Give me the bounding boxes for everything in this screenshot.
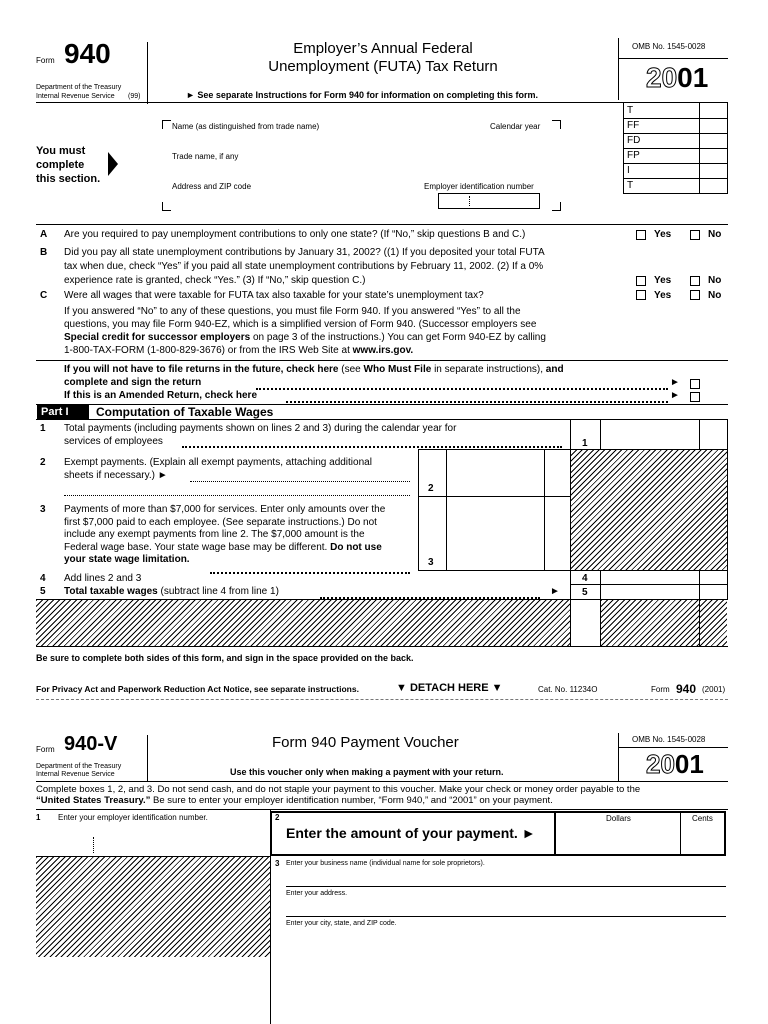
q-b-no-checkbox[interactable] (690, 276, 700, 286)
part1-title: Computation of Taxable Wages (96, 405, 274, 419)
voucher-form-number: 940-V (64, 733, 118, 755)
q-a-no-label: No (708, 229, 722, 240)
note-line4 (64, 344, 626, 357)
line3-text4a: Federal wage base. Your state wage base may be different. (64, 541, 331, 553)
line1-text2: services of employees (64, 436, 163, 447)
line3-text2: first $7,000 paid to each employee. (See separate instructions.) Do not (64, 516, 377, 528)
q-b-line1: Did you pay all state unemployment contributions by January 31, 2002? ((1) If you deposited your total FUTA (64, 247, 545, 258)
line5-num: 5 (40, 586, 46, 597)
future-text-e: and (545, 364, 564, 375)
voucher-instr-line2 (36, 795, 728, 806)
line4-box-num: 4 (582, 573, 588, 584)
side-code: T (627, 105, 634, 116)
line3-text4b: Do not use (330, 541, 382, 553)
voucher-dept1: Department of the Treasury (36, 763, 122, 770)
city-state-zip-input[interactable] (286, 930, 726, 956)
title-line2: Unemployment (FUTA) Tax Return (268, 58, 498, 75)
q-c-yes-label: Yes (654, 290, 672, 301)
line4-num: 4 (40, 573, 46, 584)
q-b-yes-label: Yes (654, 275, 672, 286)
footer-form-year: (2001) (702, 685, 726, 694)
amended-line: If this is an Amended Return, check here (64, 390, 258, 401)
q-a-letter: A (40, 229, 48, 240)
future-line1 (64, 364, 564, 375)
q-c-text: Were all wages that were taxable for FUTA tax also taxable for your state’s unemployment tax? (64, 290, 484, 301)
side-code: I (627, 165, 630, 176)
form-word: Form (36, 56, 55, 65)
voucher-form-word: Form (36, 745, 55, 754)
q-a-yes-checkbox[interactable] (636, 230, 646, 240)
voucher-year-outline: 20 (646, 749, 675, 779)
dept-irs: Internal Revenue Service (36, 93, 115, 100)
side-code: FF (627, 120, 640, 131)
cents-input[interactable] (682, 825, 724, 854)
detach-here: ▼ DETACH HERE ▼ (396, 682, 503, 694)
dept-treasury: Department of the Treasury (36, 84, 122, 91)
ein-input[interactable] (438, 193, 540, 209)
part1-label: Part I (37, 405, 89, 419)
address-label-voucher: Enter your address. (286, 890, 348, 897)
q-b-line2: tax when due, check “Yes” if you paid all state unemployment contributions by February 11, 2002. (2) If a 0% (64, 261, 544, 272)
box2-label: Enter the amount of your payment. ► (286, 825, 536, 841)
line3-box-num: 3 (428, 557, 434, 568)
line1-box-num: 1 (582, 438, 588, 449)
box3-num: 3 (275, 859, 280, 868)
line2-explain-line[interactable] (190, 481, 410, 482)
q-a-yes-label: Yes (654, 229, 672, 240)
dept-code: (99) (128, 93, 141, 100)
q-b-line3: experience rate is granted, check “Yes.” (3) If “No,” skip question C.) (64, 275, 366, 286)
dollars-label: Dollars (606, 814, 631, 823)
title-line1: Employer’s Annual Federal (293, 40, 473, 57)
cents-label: Cents (692, 814, 713, 823)
cat-number: Cat. No. 11234O (538, 685, 598, 694)
voucher-instructions (36, 784, 728, 806)
line2-box-num: 2 (428, 483, 434, 494)
voucher-year-bold: 01 (674, 749, 704, 779)
q-c-letter: C (40, 290, 48, 301)
tax-year (646, 62, 708, 94)
trade-name-label: Trade name, if any (172, 152, 239, 161)
line1-num: 1 (40, 423, 46, 434)
future-text-c: Who Must File (363, 364, 432, 375)
footer-form-word: Form (651, 685, 670, 694)
must-complete-note (36, 144, 100, 186)
address-label: Address and ZIP code (172, 182, 252, 191)
arrow-right-icon: ► (670, 390, 680, 401)
line2-amount-input[interactable] (447, 450, 544, 496)
form-number: 940 (64, 38, 111, 69)
q-b-no-label: No (708, 275, 722, 286)
note-line3 (64, 331, 626, 344)
calendar-year-label: Calendar year (490, 122, 541, 131)
line3-num: 3 (40, 504, 46, 515)
line1-amount-input[interactable] (601, 420, 699, 449)
line3-text4 (64, 542, 414, 555)
note-line3-rest: on page 3 of the instructions.) You can get Form 940-EZ by calling (250, 332, 546, 343)
side-code: FP (627, 150, 640, 161)
line2-num: 2 (40, 457, 46, 468)
dollars-input[interactable] (556, 825, 679, 854)
must-line3: this section. (36, 173, 101, 185)
instructions-note: ► See separate Instructions for Form 940 for information on completing this form. (186, 90, 538, 100)
voucher-year (646, 749, 704, 780)
line5-amount-input[interactable] (601, 585, 699, 599)
future-line2: complete and sign the return (64, 377, 202, 388)
payee-name: “United States Treasury.” (36, 795, 151, 806)
arrow-right-icon: ► (550, 586, 560, 597)
voucher-instr-line2-rest: Be sure to enter your employer identification number, “Form 940,” and “2001” on your payment. (150, 795, 553, 806)
line3-text (64, 504, 414, 567)
voucher-instr-line1: Complete boxes 1, 2, and 3. Do not send cash, and do not staple your payment to this voucher. Make your check or money order payable to the (36, 784, 641, 795)
future-text-b: (see (338, 364, 364, 375)
name-field-label: Name (as distinguished from trade name) (172, 122, 320, 131)
line5-box-num: 5 (582, 587, 588, 598)
side-code: T (627, 180, 634, 191)
line3-text5: your state wage limitation. (64, 554, 190, 565)
voucher-omb: OMB No. 1545-0028 (632, 735, 706, 744)
q-a-text: Are you required to pay unemployment contributions to only one state? (If “No,” skip questions B and C.) (64, 229, 526, 240)
box1-label: Enter your employer identification number. (58, 813, 208, 822)
future-text-a: If you will not have to file returns in the future, check here (64, 364, 339, 375)
omb-number: OMB No. 1545-0028 (632, 42, 706, 51)
line5-text (64, 586, 279, 597)
note-line3-bold: Special credit for successor employers (64, 332, 251, 343)
note-line2: questions, you may file Form 940-EZ, which is a simplified version of Form 940. (Successor employers see (64, 319, 537, 330)
privacy-notice: For Privacy Act and Paperwork Reduction Act Notice, see separate instructions. (36, 684, 359, 694)
arrow-icon (108, 152, 118, 176)
irs-website: www.irs.gov. (352, 345, 414, 356)
line1-text1: Total payments (including payments shown on lines 2 and 3) during the calendar year for (64, 423, 457, 434)
box2-num: 2 (275, 813, 280, 822)
address-input[interactable] (286, 900, 726, 917)
line4-amount-input[interactable] (601, 571, 699, 584)
both-sides-note: Be sure to complete both sides of this form, and sign in the space provided on the back. (36, 653, 414, 663)
business-name-input[interactable] (286, 870, 726, 887)
q-c-yes-checkbox[interactable] (636, 290, 646, 300)
line2-text1: Exempt payments. (Explain all exempt payments, attaching additional (64, 457, 372, 468)
q-b-letter: B (40, 247, 48, 258)
final-return-checkbox[interactable] (690, 379, 700, 389)
q-c-no-checkbox[interactable] (690, 290, 700, 300)
arrow-right-icon: ► (670, 377, 680, 388)
q-a-no-checkbox[interactable] (690, 230, 700, 240)
line5-text-bold: Total taxable wages (64, 586, 158, 597)
q-b-yes-checkbox[interactable] (636, 276, 646, 286)
amended-return-checkbox[interactable] (690, 392, 700, 402)
must-line1: You must (36, 145, 86, 157)
line5-text-rest: (subtract line 4 from line 1) (157, 586, 279, 597)
voucher-title: Form 940 Payment Voucher (272, 734, 459, 751)
line4-text: Add lines 2 and 3 (64, 573, 142, 584)
line3-text1: Payments of more than $7,000 for services. Enter only amounts over the (64, 504, 386, 515)
box1-num: 1 (36, 813, 41, 822)
voucher-dept2: Internal Revenue Service (36, 771, 115, 778)
line2-text2: sheets if necessary.) ► (64, 470, 168, 481)
q-c-no-label: No (708, 290, 722, 301)
future-text-d: in separate instructions), (431, 364, 546, 375)
year-bold: 01 (677, 62, 709, 93)
line2-explain-line[interactable] (64, 495, 410, 496)
note-line4-text: 1-800-TAX-FORM (1-800-829-3676) or from the IRS Web Site at (64, 345, 353, 356)
line3-text3: include any exempt payments from line 2. The $7,000 amount is the (64, 529, 365, 540)
must-line2: complete (36, 159, 85, 171)
year-outline: 20 (646, 62, 678, 93)
questions-note (64, 305, 626, 357)
voucher-subtitle: Use this voucher only when making a payment with your return. (230, 767, 504, 777)
form-title (148, 40, 618, 76)
side-code: FD (627, 135, 641, 146)
city-label: Enter your city, state, and ZIP code. (286, 920, 397, 927)
box3-label: Enter your business name (individual name for sole proprietors). (286, 860, 485, 867)
voucher-ein-input[interactable] (36, 823, 270, 856)
note-line1: If you answered “No” to any of these questions, you must file Form 940. If you answered “Yes” to all the (64, 306, 521, 317)
ein-label: Employer identification number (424, 182, 534, 191)
footer-form-number: 940 (676, 682, 697, 696)
line3-amount-input[interactable] (447, 497, 544, 569)
